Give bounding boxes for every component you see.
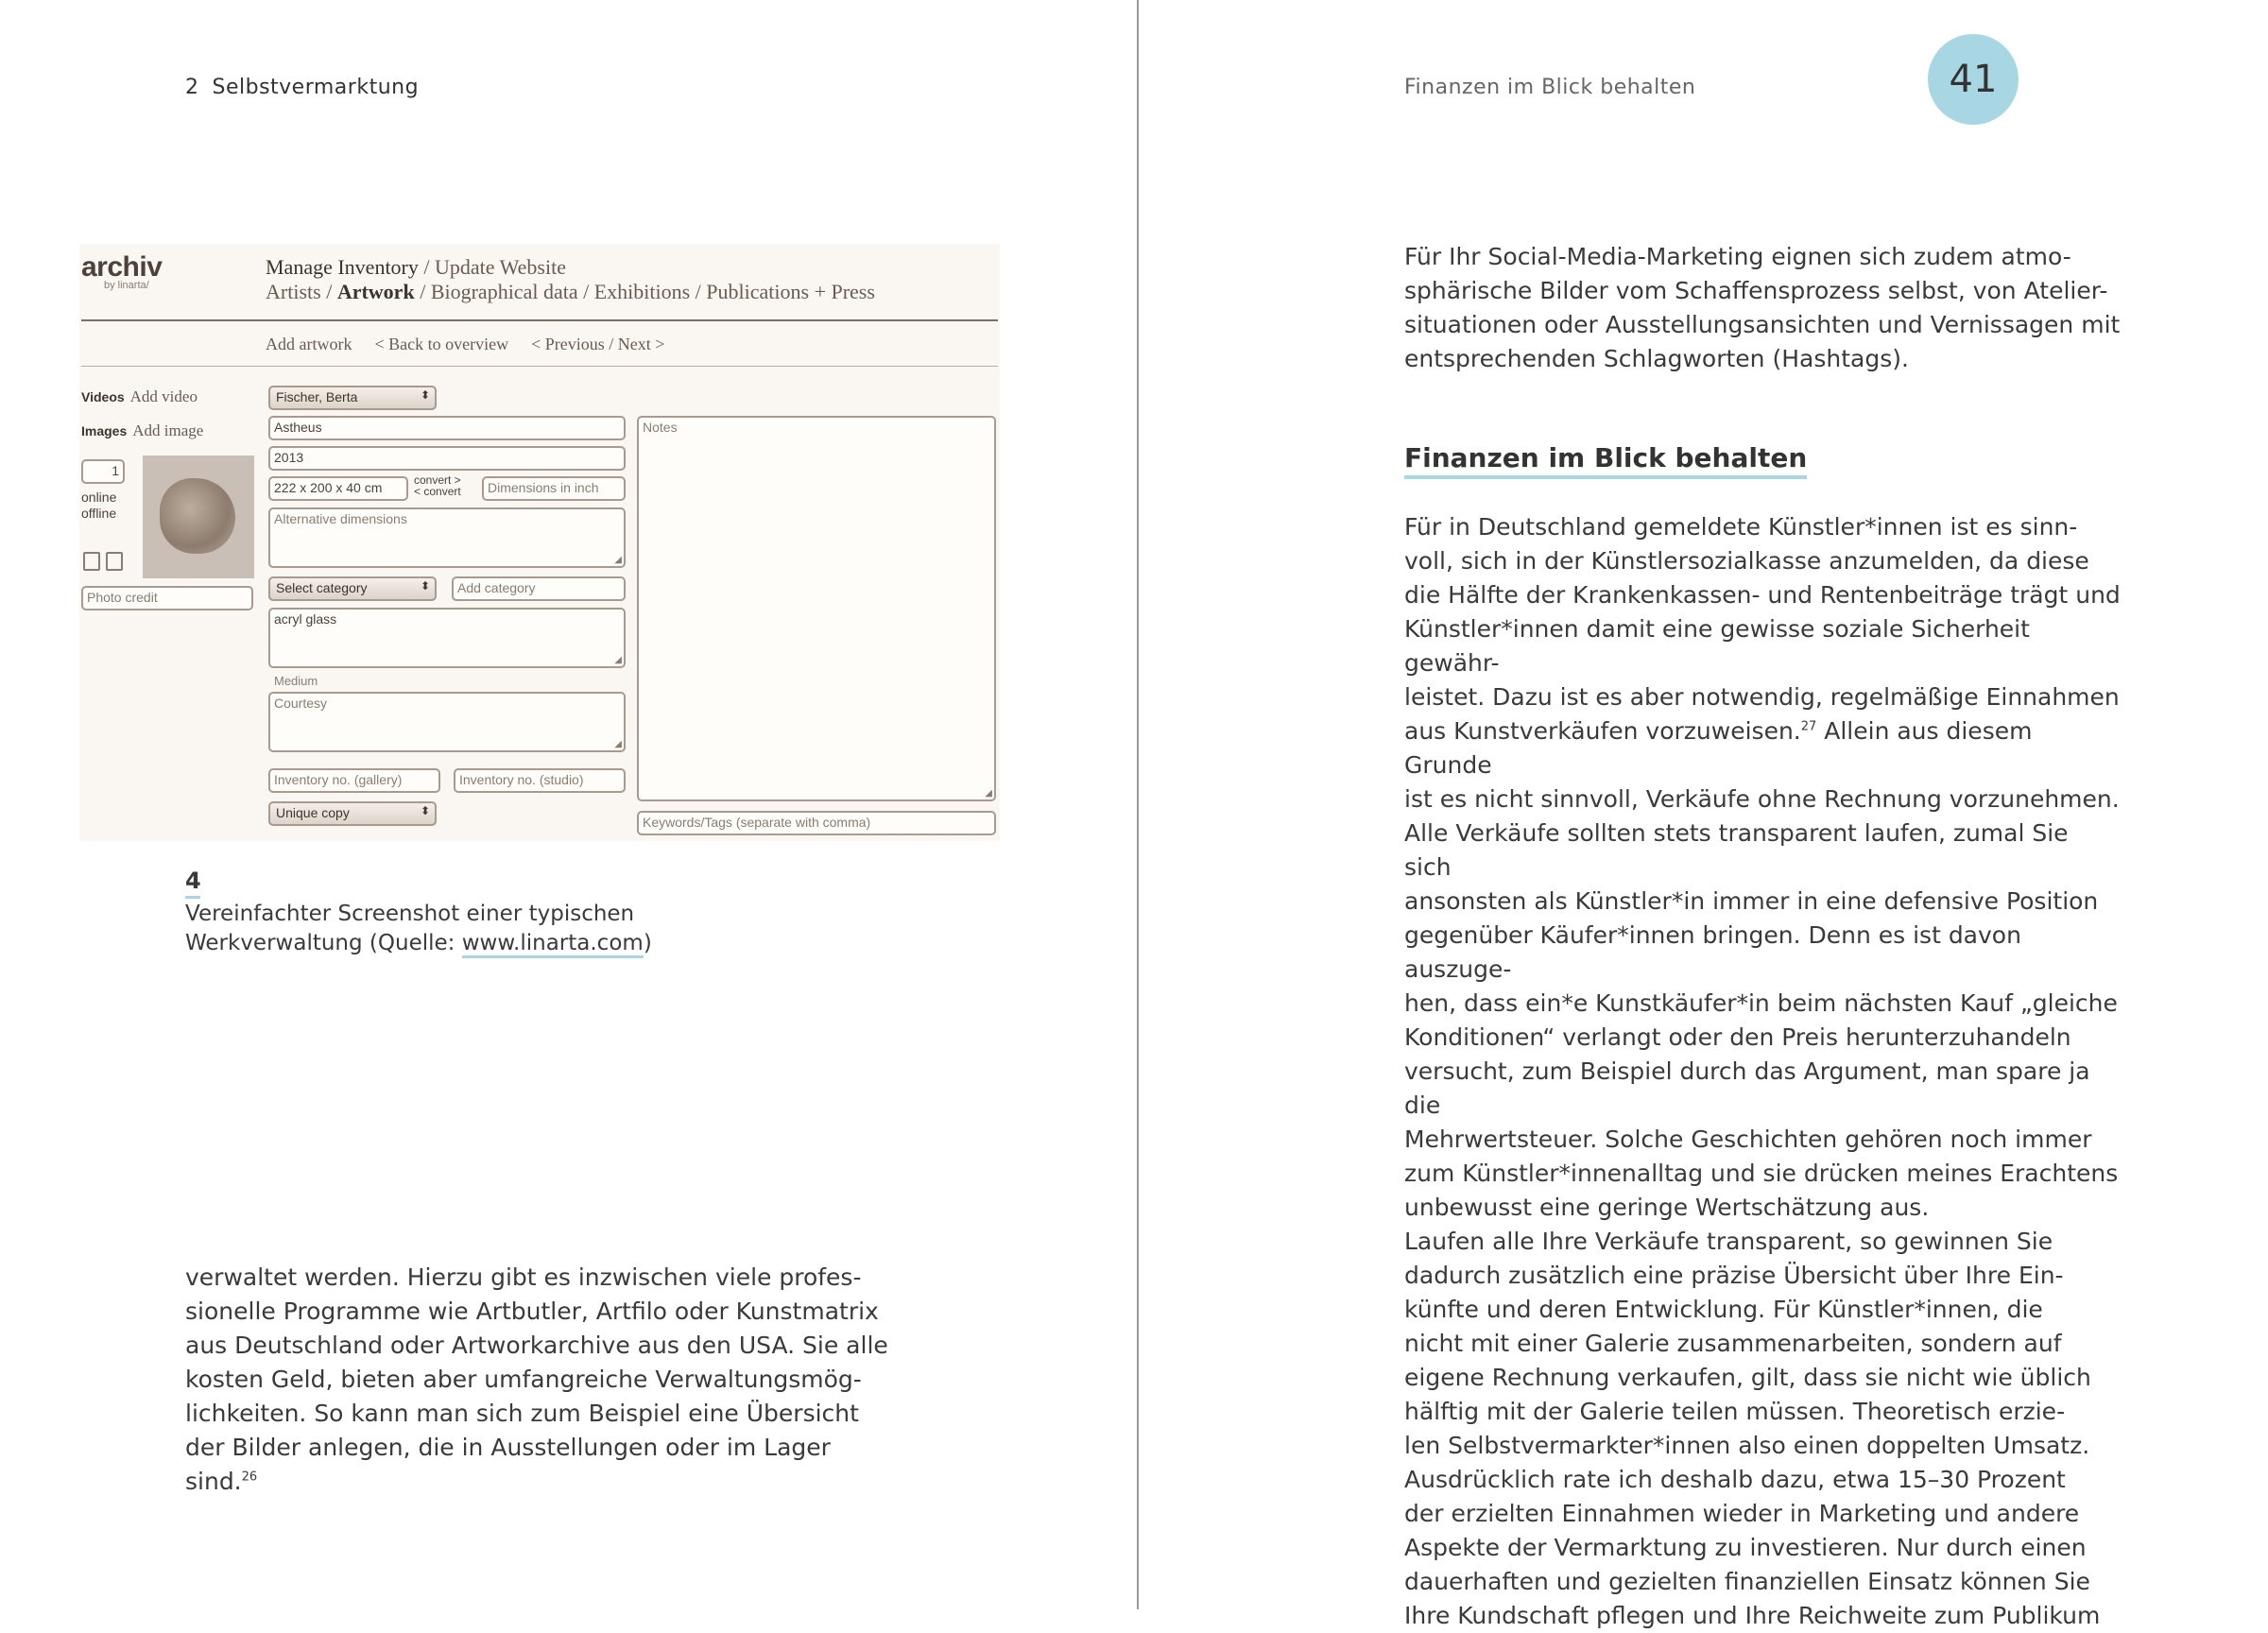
chapter-number: 2 — [185, 76, 199, 99]
convert-button[interactable]: convert > < convert — [414, 473, 461, 498]
images-row: Images Add image — [81, 421, 204, 439]
select-arrows-icon: ⬍ — [420, 804, 430, 817]
nav-artists[interactable]: Artists — [266, 280, 321, 303]
edit-icon[interactable] — [106, 552, 123, 571]
select-arrows-icon: ⬍ — [420, 579, 430, 593]
title-input[interactable]: Astheus — [268, 416, 626, 440]
nav-divider — [81, 319, 998, 321]
videos-row: Videos Add video — [81, 387, 198, 405]
add-category-input[interactable]: Add category — [452, 576, 626, 601]
page-gutter — [1137, 0, 1139, 1609]
photo-credit-input[interactable]: Photo credit — [81, 586, 253, 610]
add-image-link[interactable]: Add image — [132, 421, 204, 439]
footnote-ref-26[interactable]: 26 — [241, 1470, 258, 1485]
inventory-gallery-input[interactable]: Inventory no. (gallery) — [268, 768, 440, 793]
right-page — [1141, 0, 2268, 1629]
back-to-overview-link[interactable]: < Back to overview — [374, 335, 509, 353]
figure-caption: Vereinfachter Screenshot einer typischen Werkverwaltung (Quelle: www.linarta.com) — [185, 900, 652, 958]
artwork-image — [160, 478, 235, 554]
left-page — [0, 0, 1137, 1609]
add-artwork-link[interactable]: Add artwork — [266, 335, 352, 353]
intro-paragraph: Für Ihr Social-Media-Marketing eignen sich zudem atmo- sphärische Bilder vom Schaffensprozess selbst, von Atelier- situationen oder Ausstellungsansichten und Vernissagen mit entsprechenden Schlagworten (Hashtags). — [1404, 243, 2121, 372]
nav-update-website[interactable]: Update Website — [435, 255, 566, 279]
main-paragraph: Für in Deutschland gemeldete Künstler*innen ist es sinn- voll, sich in der Künstlersozialkasse anzumelden, da diese die Hälfte der Krankenkassen- und Rentenbeiträge trägt und Künstler*innen damit eine gewisse soziale Sicherheit gewähr- leistet. Dazu ist es aber notwendig, regelmäßige Einnahmen aus Kunstverkäufen vorzuweisen.$^{27}$ Allein aus diesem Grunde ist es nicht sinnvoll, Verkäufe ohne Rechnung vorzunehmen. Alle Verkäufe sollten stets transparent laufen, zumal Sie sich ansonsten als Künstler*in immer in eine defensive Position gegenüber Käufer*innen bringen. Denn es ist davon auszuge- hen, dass ein*e Kunstkäufer*in beim nächsten Kauf „gleiche Konditionen“ verlangt oder den Preis herunterzuhandeln versucht, zum Beispiel durch das Argument, man spare ja die Mehrwertsteuer. Solche Geschichten gehören noch immer zum Künstler*innenalltag und sie drücken meines Erachtens unbewusst eine geringe Wertschätzung aus. Laufen alle Ihre Verkäufe transparent, so gewinnen Sie dadurch zusätzlich eine präzise Übersicht über Ihre Ein- künfte und deren Entwicklung. Für Künstler*innen, die nicht mit einer Galerie zusammenarbeiten, sondern auf eigene Rechnung verkaufen, gilt, dass sie nicht wie üblich hälftig mit der Galerie teilen müssen. Theoretisch erzie- len Selbstvermarkter*innen also einen doppelten Umsatz. Ausdrücklich rate ich deshalb dazu, etwa 15–30 Prozent der erzielten Einnahmen wieder in Marketing und andere Aspekte der Vermarktung zu investieren. Nur durch einen dauerhaften und gezielten finanziellen Einsatz können Sie Ihre Kundschaft pflegen und Ihre Reichweite zum Publikum — [1404, 513, 2121, 1629]
dimensions-inch-input[interactable]: Dimensions in inch — [482, 476, 626, 501]
prev-next-link[interactable]: < Previous / Next > — [531, 335, 665, 353]
inventory-studio-input[interactable]: Inventory no. (studio) — [454, 768, 626, 793]
resize-handle-icon[interactable]: ◢ — [614, 655, 622, 665]
image-order-input[interactable]: 1 — [81, 459, 125, 484]
alternative-dimensions-textarea[interactable]: Alternative dimensions ◢ — [268, 507, 626, 568]
year-input[interactable]: 2013 — [268, 446, 626, 471]
nav-manage-inventory[interactable]: Manage Inventory — [266, 255, 419, 279]
select-arrows-icon: ⬍ — [420, 388, 430, 402]
copy-type-select[interactable]: Unique copy ⬍ — [268, 801, 437, 826]
artwork-subnav — [266, 335, 687, 354]
figure-number: 4 — [185, 868, 201, 894]
medium-label: Medium — [274, 674, 318, 688]
nav-artwork[interactable]: Artwork — [336, 280, 415, 303]
keywords-input[interactable]: Keywords/Tags (separate with comma) — [637, 811, 996, 835]
linarta-link[interactable]: www.linarta.com — [462, 931, 644, 958]
resize-handle-icon[interactable]: ◢ — [614, 739, 622, 749]
inventory-screenshot-figure — [79, 244, 1000, 841]
notes-textarea[interactable]: Notes ◢ — [637, 416, 996, 801]
category-select[interactable]: Select category ⬍ — [268, 576, 437, 601]
primary-nav: Manage Inventory / Update Website — [266, 255, 566, 279]
courtesy-textarea[interactable]: Courtesy ◢ — [268, 692, 626, 752]
right-running-head: Finanzen im Blick behalten — [1404, 76, 1696, 99]
nav-exhibitions[interactable]: Exhibitions — [593, 280, 691, 303]
add-video-link[interactable]: Add video — [129, 387, 198, 405]
status-online[interactable]: online — [81, 490, 117, 505]
medium-textarea[interactable]: acryl glass ◢ — [268, 608, 626, 668]
resize-handle-icon[interactable]: ◢ — [985, 788, 992, 799]
chapter-title: Selbstvermarktung — [212, 76, 420, 99]
left-body-paragraph: verwaltet werden. Hierzu gibt es inzwischen viele profes- sionelle Programme wie Artbutler, Artfilo oder Kunstmatrix aus Deutschland oder Artworkarchive aus den USA. Sie alle kosten Geld, bieten aber umfangreiche Verwaltungsmög- lichkeiten. So kann man sich zum Beispiel eine Übersicht der Bilder anlegen, die in Ausstellungen oder im Lager sind.$^{26}$ — [185, 1263, 888, 1495]
section-heading: Finanzen im Blick behalten — [1404, 442, 1808, 473]
clipboard-icon[interactable] — [83, 552, 100, 571]
left-running-head — [185, 76, 419, 99]
resize-handle-icon[interactable]: ◢ — [614, 555, 622, 565]
subnav-divider — [81, 366, 998, 367]
secondary-nav: Artists / Artwork / Biographical data / Exhibitions / Publications + Press — [266, 280, 875, 303]
footnote-ref-27[interactable]: 27 — [1800, 719, 1817, 734]
artwork-thumbnail[interactable] — [143, 456, 254, 578]
status-offline[interactable]: offline — [81, 506, 117, 521]
artist-select[interactable]: Fischer, Berta ⬍ — [268, 386, 437, 410]
page-number-badge: 41 — [1928, 34, 2019, 125]
nav-publications[interactable]: Publications + Press — [706, 280, 875, 303]
nav-biographical[interactable]: Biographical data — [430, 280, 578, 303]
archiv-logo: archiv by linarta/ — [81, 251, 163, 291]
dimensions-input[interactable]: 222 x 200 x 40 cm — [268, 476, 408, 501]
